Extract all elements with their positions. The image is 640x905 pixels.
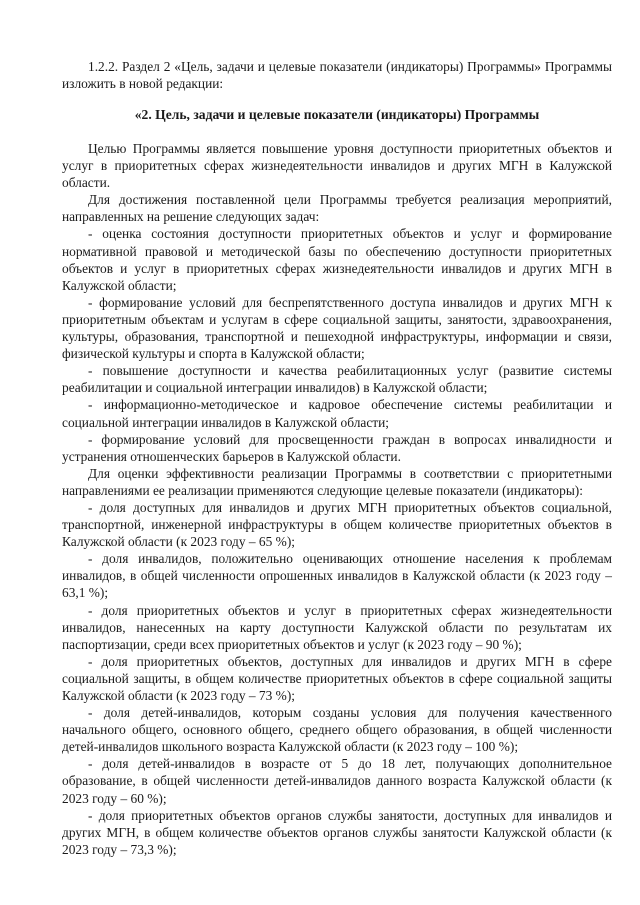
task-item: - формирование условий для просвещенности граждан в вопросах инвалидности и устранения отношенческих барьеров в Калужской области. (62, 431, 612, 464)
body-paragraph: Для оценки эффективности реализации Программы в соответствии с приоритетными направлениями ее реализации применяются следующие целевые показатели (индикаторы): (62, 465, 612, 498)
indicator-item: - доля доступных для инвалидов и других МГН приоритетных объектов социальной, транспортной, инженерной инфраструктуры в общем количестве приоритетных объектов в Калужской области (к 2023 году – 65 %); (62, 499, 612, 550)
intro-paragraph: 1.2.2. Раздел 2 «Цель, задачи и целевые показатели (индикаторы) Программы» Программы изложить в новой редакции: (62, 59, 612, 92)
indicator-item: - доля детей-инвалидов в возрасте от 5 до 18 лет, получающих дополнительное образование, в общей численности детей-инвалидов данного возраста Калужской области (к 2023 году – 60 %); (62, 756, 612, 806)
section-body (62, 140, 612, 858)
task-item: - информационно-методическое и кадровое обеспечение системы реабилитации и социальной интеграции инвалидов в Калужской области; (62, 397, 612, 430)
task-item: - повышение доступности и качества реабилитационных услуг (развитие системы реабилитации и социальной интеграции инвалидов) в Калужской области; (62, 363, 612, 396)
body-paragraph: Для достижения поставленной цели Программы требуется реализация мероприятий, направленных на решение следующих задач: (62, 192, 612, 225)
task-item: - формирование условий для беспрепятственного доступа инвалидов и других МГН к приоритетным объектам и услугам в сфере социальной защиты, занятости, здравоохранения, культуры, образования, транспортной и пешеходной инфраструктуры, информации и связи, физической культуры и спорта в Калужской области; (62, 294, 612, 362)
indicator-item: - доля детей-инвалидов, которым созданы условия для получения качественного начального общего, основного общего, среднего общего образования, в общей численности детей-инвалидов школьного возраста Калужской области (к 2023 году – 100 %); (62, 705, 612, 755)
section-heading: «2. Цель, задачи и целевые показатели (индикаторы) Программы (134, 107, 540, 122)
body-paragraph: Целью Программы является повышение уровня доступности приоритетных объектов и услуг в приоритетных сферах жизнедеятельности инвалидов и других МГН в Калужской области. (62, 141, 612, 191)
indicator-item: - доля приоритетных объектов и услуг в приоритетных сферах жизнедеятельности инвалидов, нанесенных на карту доступности Калужской области по результатам их паспортизации, среди всех приоритетных объектов и услуг (к 2023 году – 90 %); (62, 602, 612, 652)
indicator-item: - доля приоритетных объектов органов службы занятости, доступных для инвалидов и других МГН, в общем количестве объектов органов службы занятости Калужской области (к 2023 году – 73,3 %); (62, 807, 612, 857)
task-item: - оценка состояния доступности приоритетных объектов и услуг и формирование нормативной правовой и методической базы по обеспечению доступности приоритетных объектов и услуг в приоритетных сферах жизнедеятельности инвалидов и других МГН в Калужской области; (62, 226, 612, 293)
indicator-item: - доля приоритетных объектов, доступных для инвалидов и других МГН в сфере социальной защиты, в общем количестве приоритетных объектов в сфере социальной защиты Калужской области (к 2023 году – 73 %); (62, 653, 612, 703)
indicator-item: - доля инвалидов, положительно оценивающих отношение населения к проблемам инвалидов, в общей численности опрошенных инвалидов в Калужской области (к 2023 году – 63,1 %); (62, 551, 612, 601)
